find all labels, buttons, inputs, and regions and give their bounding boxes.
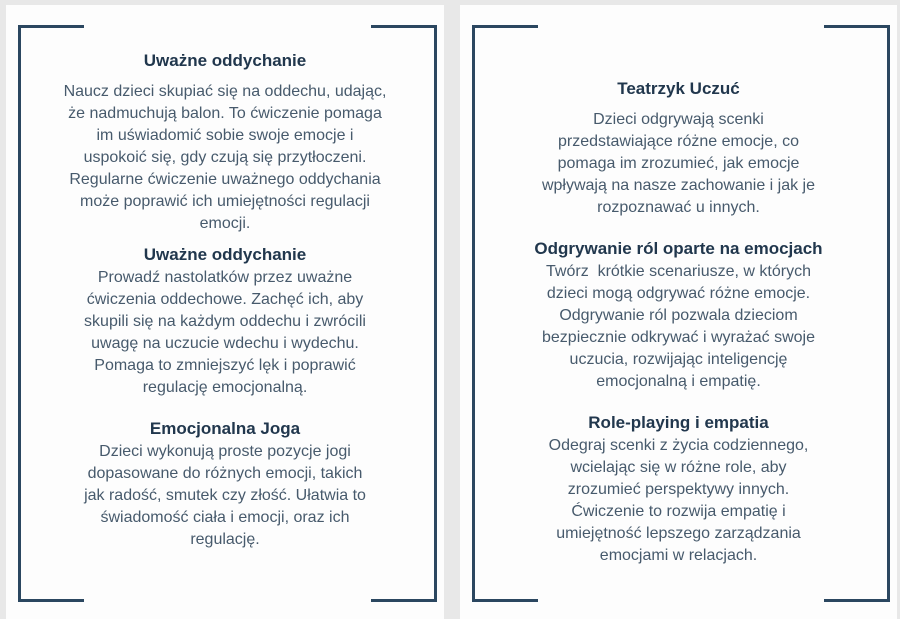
paragraph-line: uczucia, rozwijając inteligencję [569,351,788,368]
page-right [460,5,897,619]
bracket-arm-bottom-right [824,599,887,602]
section-title: Teatrzyk Uczuć [617,79,740,98]
paragraph-line: emocjami w relacjach. [599,547,758,564]
page-right-content [494,77,863,567]
exercise-section [40,49,410,235]
paragraph-line: świadomość ciała i emocji, oraz ich [100,509,350,526]
paragraph-line: może poprawić ich umiejętności regulacji [80,193,370,210]
bracket-arm-bottom-right [371,599,434,602]
section-title: Uważne oddychanie [143,245,307,264]
paragraph-line: dzieci mogą odgrywać różne emocje. [546,285,811,302]
paragraph-line: skupili się na każdym oddechu i zwrócili [84,313,366,330]
paragraph-line: Naucz dzieci skupiać się na oddechu, udając, [63,83,387,100]
paragraph-line: Twórz krótkie scenariusze, w których [546,263,811,280]
paragraph-line: emocji. [199,215,251,232]
paragraph-line: uspokoić się, gdy czują się przytłoczeni. [83,149,367,166]
section-title: Odgrywanie ról oparte na emocjach [534,239,823,258]
bracket-arm-top-right [371,25,434,28]
paragraph-line: ćwiczenia oddechowe. Zachęć ich, aby [86,291,364,308]
section-title: Emocjonalna Joga [149,419,301,438]
exercise-section [494,411,863,567]
paragraph-line: jak radość, smutek czy złość. Ułatwia to [84,487,366,504]
exercise-section [494,77,863,219]
section-title: Uważne oddychanie [143,51,307,70]
paragraph-line: Pomaga to zmniejszyć lęk i poprawić [94,357,356,374]
paragraph-line: wcielając się w różne role, aby [570,459,787,476]
paragraph-line: przedstawiające różne emocje, co [557,133,799,150]
paragraph-line: emocjonalną i empatię. [596,373,761,390]
page-left [6,5,444,619]
bracket-arm-top-left [475,25,538,28]
paragraph-line: uwagę na uczucie wdechu i wydechu. [91,335,359,352]
paragraph-line: dopasowane do różnych emocji, takich [87,465,363,482]
paragraph-line: Odegraj scenki z życia codziennego, [548,437,809,454]
bracket-arm-bottom-left [475,599,538,602]
paragraph-line: Prowadź nastolatków przez uważne [97,269,353,286]
exercise-section [40,417,410,551]
paragraph-line: że nadmuchują balon. To ćwiczenie pomaga [68,105,382,122]
bracket-arm-top-left [21,25,84,28]
paragraph-line: zrozumieć perspektywy innych. [567,481,790,498]
paragraph-line: Odgrywanie ról pozwala dzieciom [559,307,798,324]
exercise-section [494,237,863,393]
bracket-arm-bottom-left [21,599,84,602]
bracket-arm-top-right [824,25,887,28]
page-left-content [40,49,410,551]
paragraph-line: Dzieci wykonują proste pozycje jogi [99,443,351,460]
paragraph-line: pomaga im zrozumieć, jak emocje [557,155,800,172]
paragraph-line: im uświadomić sobie swoje emocje i [96,127,354,144]
paragraph-line: rozpoznawać u innych. [597,199,760,216]
paragraph-line: Ćwiczenie to rozwija empatię i [571,503,786,520]
paragraph-line: wpływają na nasze zachowanie i jak je [541,177,816,194]
section-title: Role-playing i empatia [588,413,769,432]
paragraph-line: regulację. [190,531,260,548]
paragraph-line: regulację emocjonalną. [142,379,308,396]
paragraph-line: bezpiecznie odkrywać i wyrażać swoje [542,329,815,346]
paragraph-line: Dzieci odgrywają scenki [593,111,764,128]
exercise-section [40,243,410,399]
paragraph-line: Regularne ćwiczenie uważnego oddychania [69,171,381,188]
paragraph-line: umiejętność lepszego zarządzania [556,525,801,542]
